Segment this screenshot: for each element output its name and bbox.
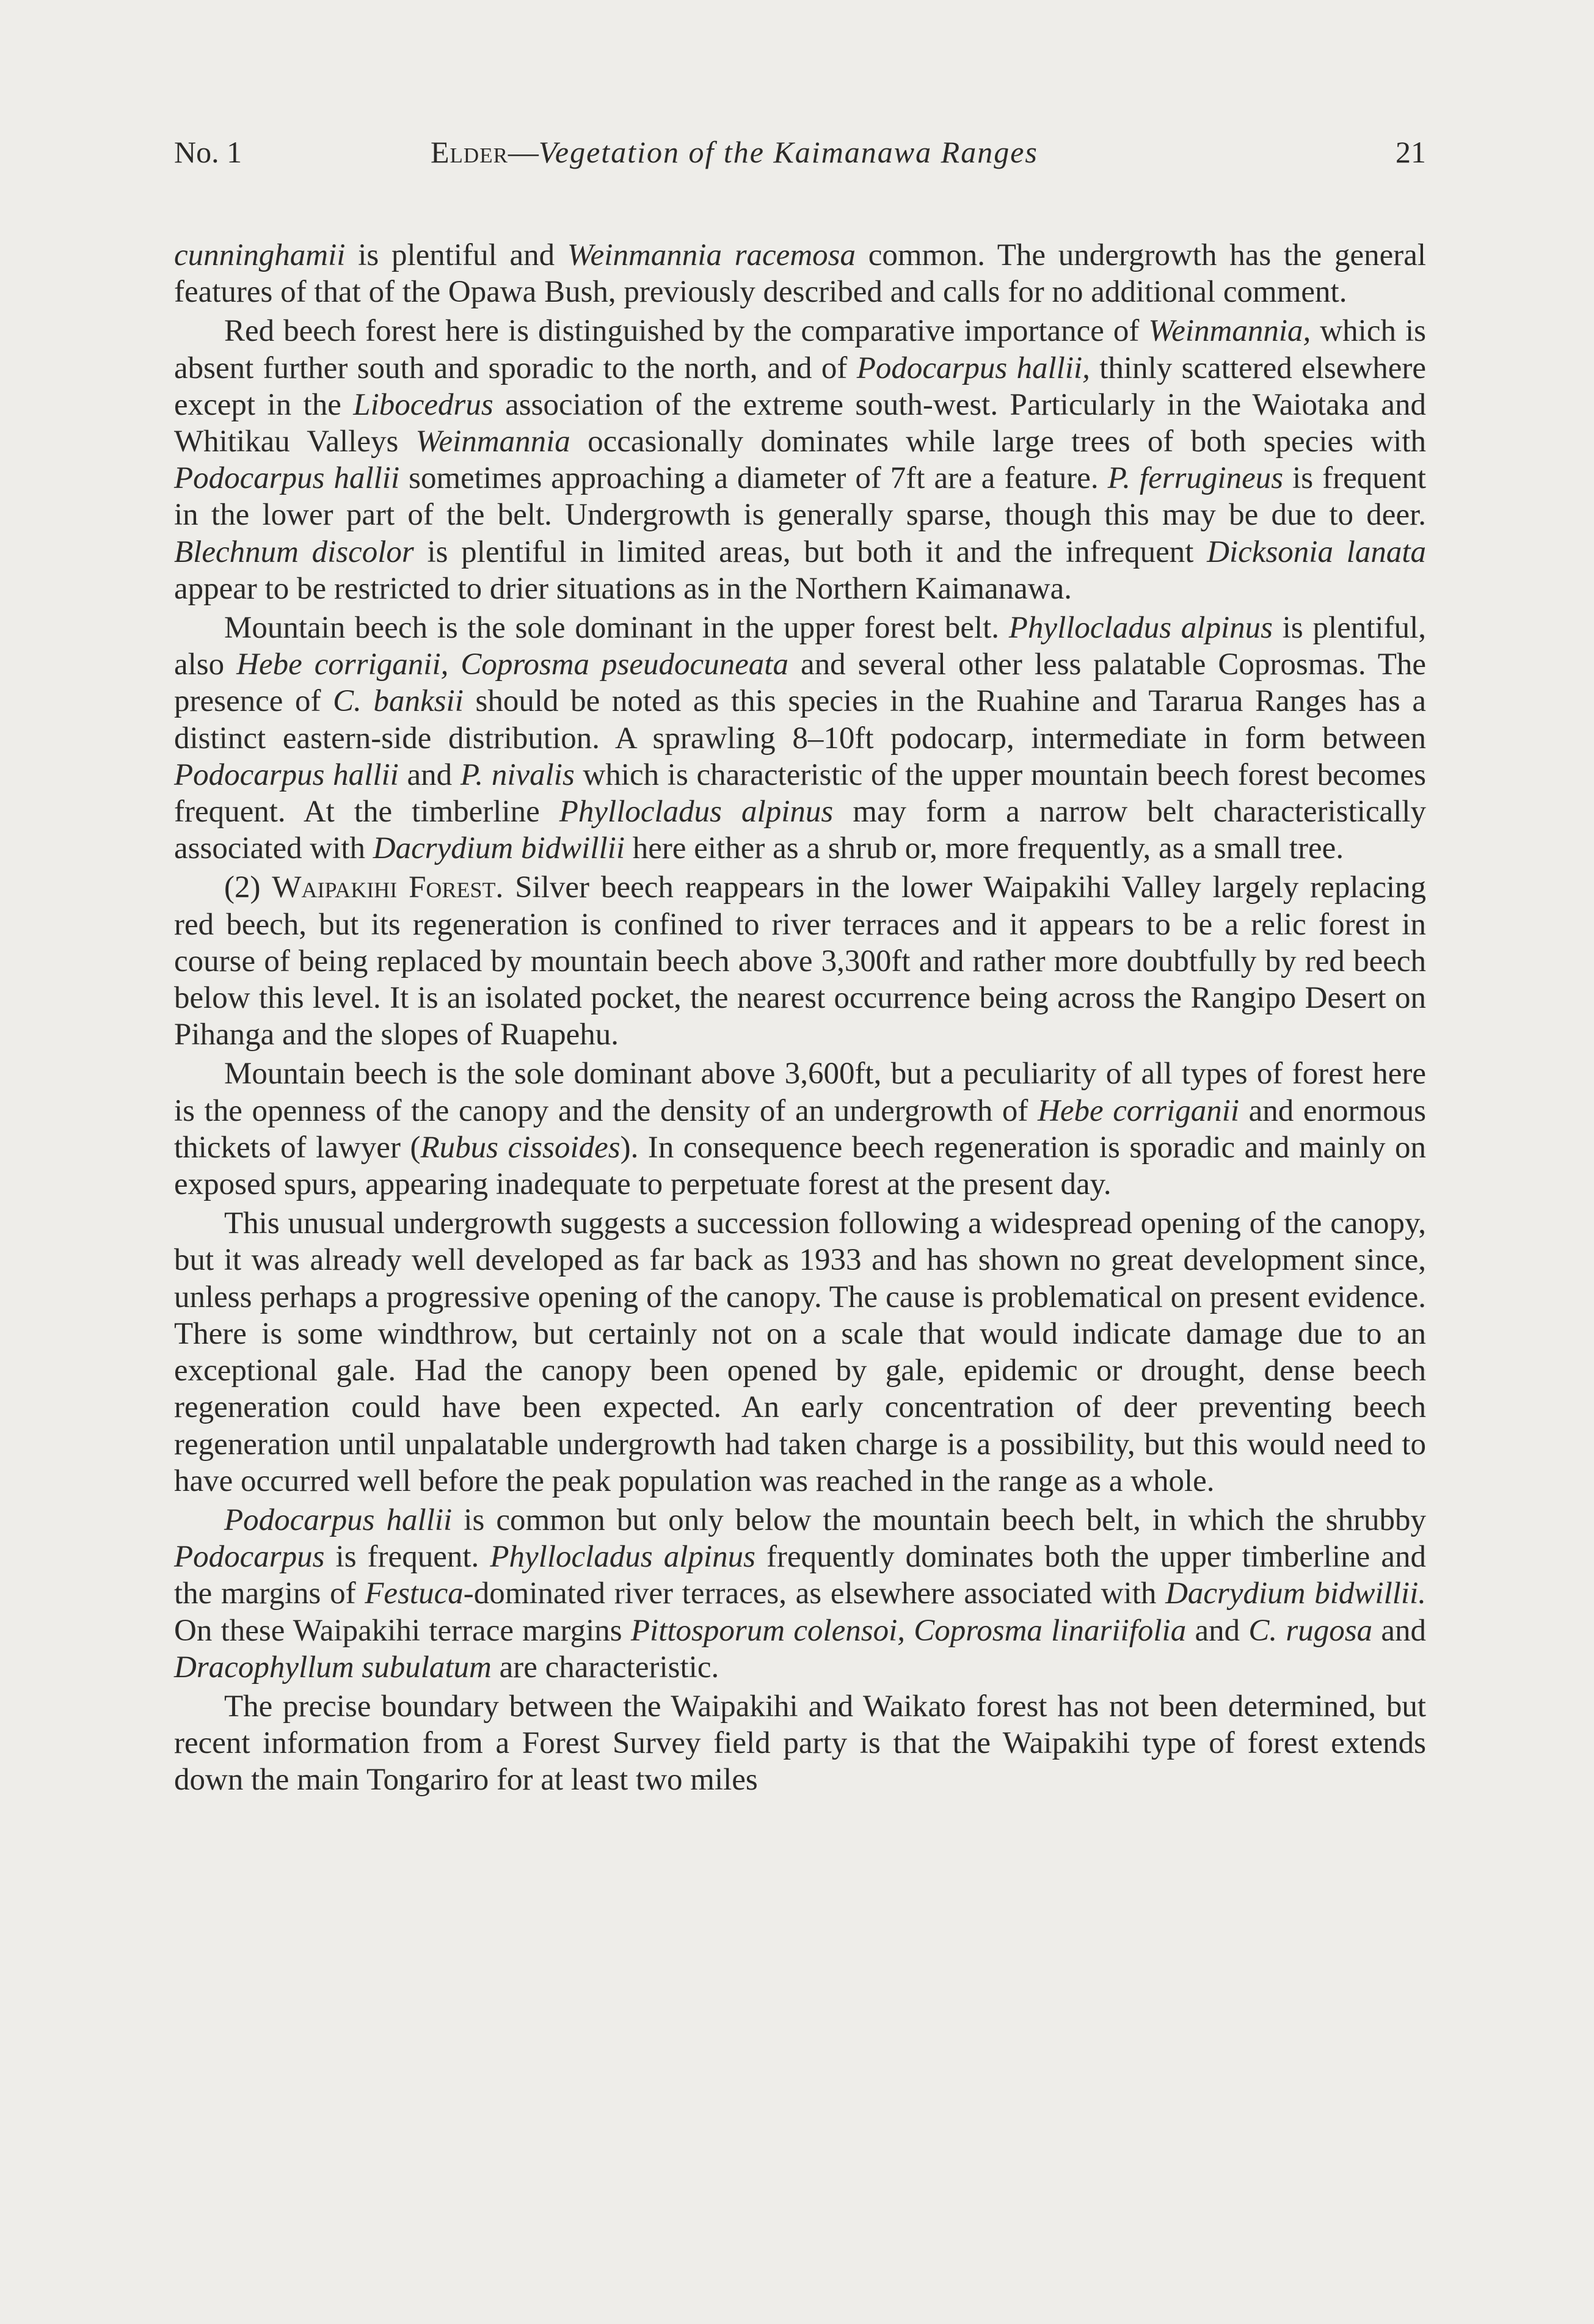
italic-run: Dicksonia lanata xyxy=(1207,534,1426,569)
italic-run: Dracophyllum subulatum xyxy=(174,1650,492,1685)
paragraph xyxy=(174,1502,1426,1686)
paragraph xyxy=(174,1205,1426,1499)
italic-run: Podocarpus xyxy=(174,1540,325,1575)
text-run: The precise boundary between the Waipakihi and Waikato forest has not been determined, but recent information from a Forest Survey field party is that the Waipakihi type of forest extends down the main Tongariro for at least two miles xyxy=(174,1689,1426,1798)
text-run: Mountain beech is the sole dominant above 3,600ft, but a peculiarity of all types of forest here is the openness of the canopy and the density of an undergrowth of xyxy=(174,1057,1426,1128)
text-run: should be noted as this species in the Ruahine and Tararua Ranges has a distinct eastern-side distribution. A sprawling 8–10ft podocarp, intermediate in form between xyxy=(174,684,1427,756)
italic-run: Weinmannia, xyxy=(1148,314,1311,349)
text-run: and xyxy=(398,757,460,792)
running-header xyxy=(174,134,1426,183)
text-run: and enormous thickets of lawyer ( xyxy=(174,1093,1426,1165)
issue-number: No. 1 xyxy=(174,135,242,169)
text-run: is frequent in the lower part of the belt. Undergrowth is generally sparse, though this may be due to deer. xyxy=(174,461,1426,533)
text-run: which is characteristic of the upper mountain beech forest becomes frequent. At the timberline xyxy=(174,757,1427,829)
paragraph xyxy=(174,610,1426,867)
text-run: Silver beech reappears in the lower Waipakihi Valley largely replacing red beech, but its regeneration is confined to river terraces and it appears to be a relic forest in course of being replaced by mountain beech above 3,300ft and rather more doubtfully by red beech below this level. It is an isolated pocket, the nearest occurrence being across the Rangipo Desert on Pihanga and the slopes of Ruapehu. xyxy=(174,870,1426,1052)
text-run: is plentiful, also xyxy=(174,611,1426,682)
paragraph xyxy=(174,237,1426,310)
text-run: ). In consequence beech regeneration is sporadic and mainly on exposed spurs, appearing inadequate to perpetuate forest at the present day. xyxy=(174,1130,1426,1202)
italic-run: C. rugosa xyxy=(1248,1613,1373,1648)
text-run: appear to be restricted to drier situations as in the Northern Kaimanawa. xyxy=(174,571,1072,606)
text-run: frequently dominates both the upper timberline and the margins of xyxy=(174,1540,1426,1611)
italic-run: Podocarpus hallii xyxy=(174,461,400,496)
text-run: -dominated river terraces, as elsewhere associated with xyxy=(463,1576,1166,1611)
text-run: is plentiful and xyxy=(345,238,567,272)
paragraph xyxy=(174,313,1426,607)
author-name: Elder xyxy=(431,135,508,169)
article-title: Vegetation of the Kaimanawa Ranges xyxy=(538,135,1038,169)
text-run: This unusual undergrowth suggests a succession following a widespread opening of the canopy, but it was already well developed as far back as 1933 and has shown no great development since, unless perhaps a progressive opening of the canopy. The cause is problematical on present evidence. There is some windthrow, but certainly not on a scale that would indicate damage due to an exceptional gale. Had the canopy been opened by gale, epidemic or drought, dense beech regeneration could have been expected. An early concentration of deer preventing beech regeneration until unpalatable undergrowth had taken charge is a possibility, but this would need to have occurred well before the peak population was reached in the range as a whole. xyxy=(174,1206,1426,1498)
text-run: association of the extreme south-west. Particularly in the Waiotaka and Whitikau Valleys xyxy=(174,387,1426,459)
italic-run: Phyllocladus alpinus xyxy=(1008,611,1273,646)
page-number: 21 xyxy=(1396,135,1426,169)
paragraph xyxy=(174,869,1426,1053)
italic-run: Libocedrus xyxy=(353,387,493,422)
italic-run: Blechnum discolor xyxy=(174,534,414,569)
italic-run: P. nivalis xyxy=(460,757,575,792)
text-run: occasionally dominates while large trees of both species with xyxy=(570,424,1426,459)
text-run: Red beech forest here is distinguished by the comparative importance of xyxy=(224,314,1149,349)
body-text xyxy=(174,237,1426,1799)
italic-run: cunninghamii xyxy=(174,238,346,272)
section-heading: Waipakihi Forest. xyxy=(272,870,504,905)
text-run: Mountain beech is the sole dominant in the upper forest belt. xyxy=(224,611,1009,646)
italic-run: Podocarpus hallii, xyxy=(856,351,1090,385)
text-run: which is absent further south and sporadic to the north, and of xyxy=(174,314,1426,385)
text-run: are characteristic. xyxy=(491,1650,719,1685)
text-run: thinly scattered elsewhere except in the xyxy=(174,351,1426,422)
italic-run: Pittosporum colensoi, Coprosma linariifolia xyxy=(630,1613,1187,1648)
italic-run: Hebe corriganii xyxy=(1038,1093,1240,1128)
paragraph xyxy=(174,1055,1426,1203)
italic-run: Festuca xyxy=(365,1576,464,1611)
paragraph xyxy=(174,1688,1426,1799)
italic-run: P. ferrugineus xyxy=(1107,461,1284,496)
italic-run: Weinmannia racemosa xyxy=(567,238,856,272)
running-title: Elder—Vegetation of the Kaimanawa Ranges xyxy=(431,135,1038,169)
italic-run: Weinmannia xyxy=(415,424,570,459)
page xyxy=(174,134,1426,1801)
text-run: On these Waipakihi terrace margins xyxy=(174,1613,631,1648)
italic-run: Dacrydium bidwillii xyxy=(373,831,625,866)
text-run: is plentiful in limited areas, but both it and the infrequent xyxy=(413,534,1207,569)
italic-run: Dacrydium bidwillii. xyxy=(1165,1576,1426,1611)
italic-run: Hebe corriganii, Coprosma pseudocuneata xyxy=(236,647,788,682)
text-run: here either as a shrub or, more frequently, as a small tree. xyxy=(624,831,1344,866)
text-run: may form a narrow belt characteristically associated with xyxy=(174,795,1426,866)
italic-run: Phyllocladus alpinus xyxy=(490,1540,755,1575)
text-run: common. The undergrowth has the general features of that of the Opawa Bush, previously described and calls for no additional comment. xyxy=(174,238,1427,310)
text-run: is frequent. xyxy=(324,1540,490,1575)
italic-run: Podocarpus hallii xyxy=(224,1503,453,1537)
text-run: (2) xyxy=(224,870,272,905)
text-run: and xyxy=(1372,1613,1426,1648)
text-run: is common but only below the mountain beech belt, in which the shrubby xyxy=(452,1503,1426,1537)
italic-run: Phyllocladus alpinus xyxy=(559,795,834,829)
italic-run: C. banksii xyxy=(333,684,464,719)
italic-run: Rubus cissoides xyxy=(420,1130,620,1165)
text-run: and several other less palatable Coprosmas. The presence of xyxy=(174,647,1426,719)
text-run: and xyxy=(1186,1613,1249,1648)
text-run: sometimes approaching a diameter of 7ft are a feature. xyxy=(399,461,1108,496)
italic-run: Podocarpus hallii xyxy=(174,757,399,792)
